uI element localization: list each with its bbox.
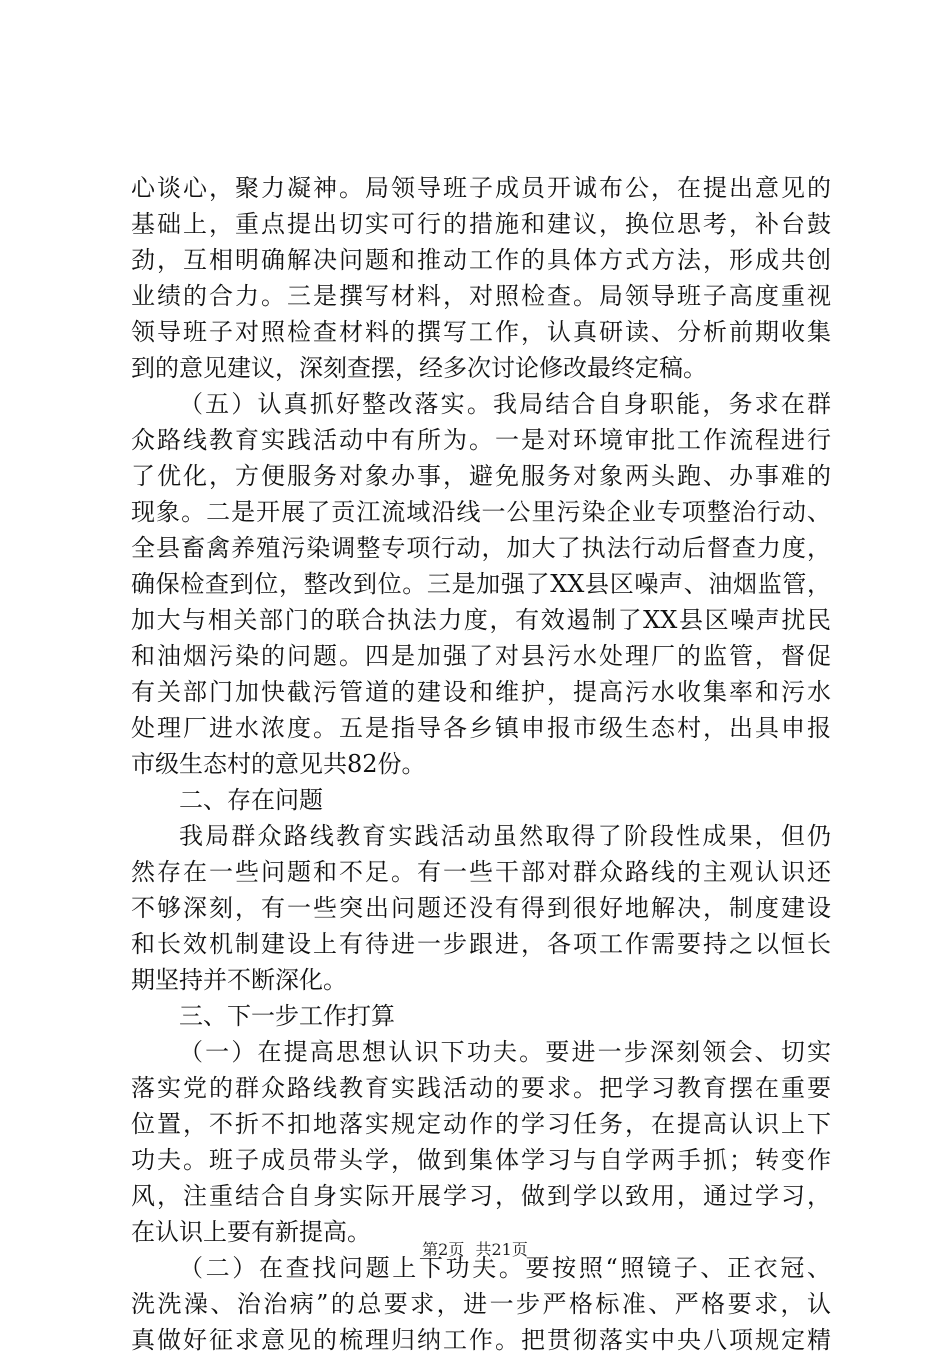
- text-line: 劲，互相明确解决问题和推动工作的具体方式方法，形成共创: [131, 246, 831, 274]
- text-line: 现象。二是开展了贡江流域沿线一公里污染企业专项整治行动、: [131, 498, 831, 526]
- text-line: 真做好征求意见的梳理归纳工作。把贯彻落实中央八项规定精: [131, 1326, 831, 1354]
- text-line: 不够深刻，有一些突出问题还没有得到很好地解决，制度建设: [131, 894, 831, 922]
- text-line: 功夫。班子成员带头学，做到集体学习与自学两手抓；转变作: [131, 1146, 831, 1174]
- text-line: （二）在查找问题上下功夫。要按照“照镜子、正衣冠、: [179, 1254, 831, 1282]
- text-line: 在认识上要有新提高。: [131, 1218, 371, 1246]
- text-line: 处理厂进水浓度。五是指导各乡镇申报市级生态村，出具申报: [131, 714, 831, 742]
- text-line: 到的意见建议，深刻查摆，经多次讨论修改最终定稿。: [131, 354, 707, 382]
- text-line: 加大与相关部门的联合执法力度，有效遏制了XX县区噪声扰民: [131, 606, 831, 634]
- text-line: 有关部门加快截污管道的建设和维护，提高污水收集率和污水: [131, 678, 831, 706]
- text-line: 全县畜禽养殖污染调整专项行动，加大了执法行动后督查力度，: [131, 534, 831, 562]
- text-line: 基础上，重点提出切实可行的措施和建议，换位思考，补台鼓: [131, 210, 831, 238]
- page-footer: [0, 1240, 950, 1260]
- text-line: 二、存在问题: [179, 786, 323, 814]
- text-line: 确保检查到位，整改到位。三是加强了XX县区噪声、油烟监管，: [131, 570, 831, 598]
- text-line: （五）认真抓好整改落实。我局结合自身职能，务求在群: [179, 390, 831, 418]
- page-total: 共21页: [475, 1240, 528, 1259]
- text-line: 洗洗澡、治治病”的总要求，进一步严格标准、严格要求，认: [131, 1290, 831, 1318]
- paragraph-p1: [131, 170, 831, 386]
- text-line: 落实党的群众路线教育实践活动的要求。把学习教育摆在重要: [131, 1074, 831, 1102]
- text-line: 了优化，方便服务对象办事，避免服务对象两头跑、办事难的: [131, 462, 831, 490]
- text-line: 和油烟污染的问题。四是加强了对县污水处理厂的监管，督促: [131, 642, 831, 670]
- text-line: 众路线教育实践活动中有所为。一是对环境审批工作流程进行: [131, 426, 831, 454]
- text-line: 期坚持并不断深化。: [131, 966, 347, 994]
- text-line: 三、下一步工作打算: [179, 1002, 395, 1030]
- text-line: 领导班子对照检查材料的撰写工作，认真研读、分析前期收集: [131, 318, 831, 346]
- text-line: （一）在提高思想认识下功夫。要进一步深刻领会、切实: [179, 1038, 831, 1066]
- document-body: [131, 170, 831, 1358]
- paragraph-p5: [131, 998, 831, 1034]
- text-line: 位置，不折不扣地落实规定动作的学习任务，在提高认识上下: [131, 1110, 831, 1138]
- paragraph-p7: [131, 1250, 831, 1358]
- text-line: 和长效机制建设上有待进一步跟进，各项工作需要持之以恒长: [131, 930, 831, 958]
- text-line: 业绩的合力。三是撰写材料，对照检查。局领导班子高度重视: [131, 282, 831, 310]
- paragraph-p3: [131, 782, 831, 818]
- text-line: 心谈心，聚力凝神。局领导班子成员开诚布公，在提出意见的: [131, 174, 831, 202]
- paragraph-p6: [131, 1034, 831, 1250]
- text-line: 然存在一些问题和不足。有一些干部对群众路线的主观认识还: [131, 858, 831, 886]
- text-line: 我局群众路线教育实践活动虽然取得了阶段性成果，但仍: [179, 822, 831, 850]
- paragraph-p4: [131, 818, 831, 998]
- text-line: 风，注重结合自身实际开展学习，做到学以致用，通过学习，: [131, 1182, 831, 1210]
- text-line: 市级生态村的意见共82份。: [131, 750, 426, 778]
- page-number: 第2页: [422, 1240, 465, 1259]
- paragraph-p2: [131, 386, 831, 782]
